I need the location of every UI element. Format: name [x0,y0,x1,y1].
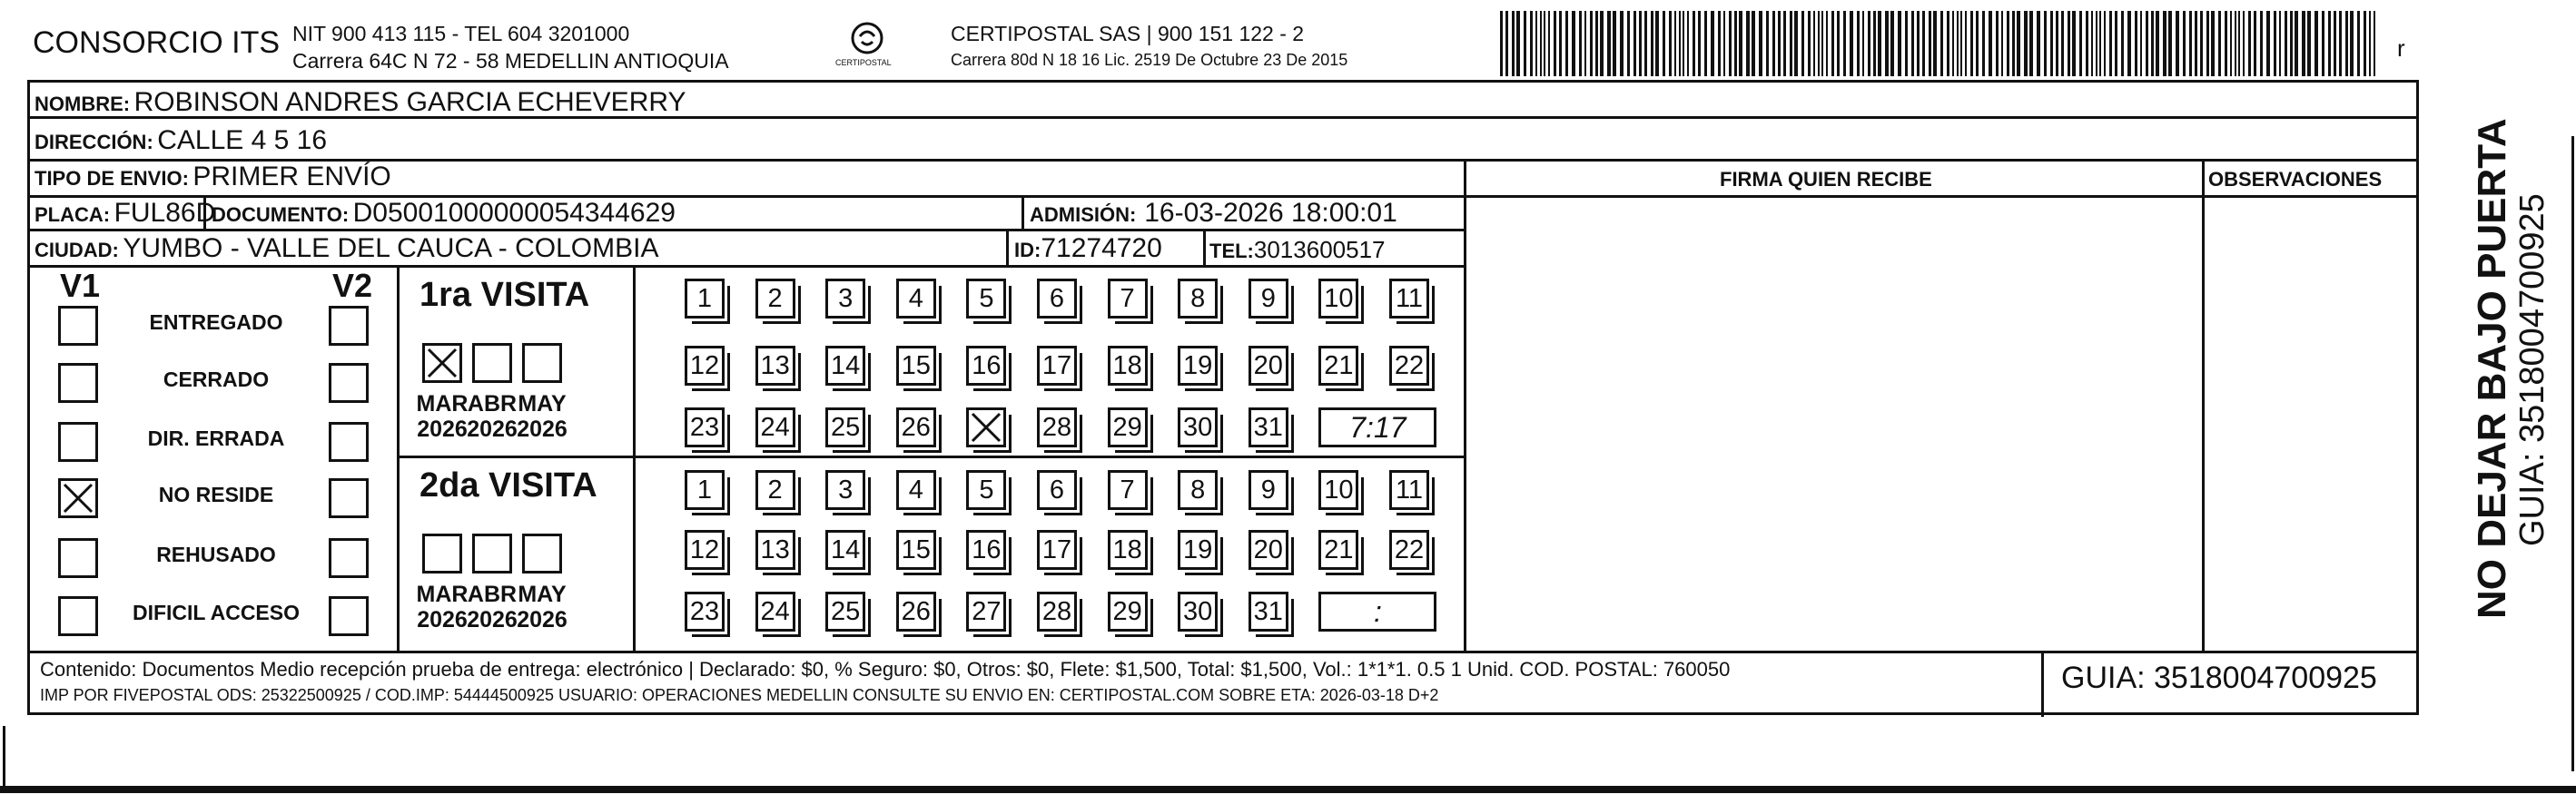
day-second-2[interactable]: 2 [755,470,795,510]
barcode-bar [2061,11,2064,76]
imp-text: IMP POR FIVEPOSTAL ODS: 25322500925 / COD.IMP: 54444500925 USUARIO: OPERACIONES MEDELLIN CONSULTE SU ENVIO EN: CERTIPOSTAL.COM SOBRE ETA: 2026-03-18 D+2 [40,686,1439,704]
barcode-bar [2115,11,2117,76]
month-checkbox-first-2[interactable] [522,343,562,383]
barcode-bar [1723,11,1725,76]
barcode-bar [1729,11,1732,76]
barcode-bar [1996,11,1999,76]
barcode-bar [2104,11,2106,76]
certipostal-logo-text: CERTIPOSTAL [835,58,892,67]
barcode-bar [2334,11,2336,76]
barcode-bar [2206,11,2209,76]
barcode-bar [2200,11,2203,76]
company-nit: NIT 900 413 115 - TEL 604 3201000 [292,22,630,45]
barcode-bar [2195,11,2197,76]
barcode-bar [2290,11,2293,76]
barcode-bar [2243,11,2245,76]
day-first-25[interactable]: 25 [825,407,865,447]
barcode-bar [2151,11,2154,76]
v2-label: V2 [332,267,373,304]
barcode-bar [2056,11,2058,76]
month-label-first-2: MAY [518,391,567,417]
barcode-bar [1952,11,1954,76]
barcode-bar [2017,11,2020,76]
barcode-bar [1669,11,1672,76]
documento-row: DOCUMENTO: D05001000000054344629 [212,198,676,228]
barcode-bar [2248,11,2251,76]
v1-checkbox-0[interactable] [58,306,98,346]
barcode-bar [1663,11,1665,76]
day-second-13[interactable]: 13 [755,530,795,570]
tel-row: TEL:3013600517 [1209,236,1386,263]
v1-checkbox-5[interactable] [58,596,98,636]
tel-value: 3013600517 [1253,236,1386,263]
company-name: CONSORCIO ITS [33,25,281,60]
barcode-bar [1752,11,1755,76]
company-address: Carrera 64C N 72 - 58 MEDELLIN ANTIOQUIA [292,49,729,73]
barcode-bar [1674,11,1676,76]
barcode-bar [2183,11,2186,76]
month-label-second-2: MAY [518,582,567,607]
day-second-12[interactable]: 12 [685,530,725,570]
direccion-row: DIRECCIÓN: CALLE 4 5 16 [35,125,328,155]
v2-checkbox-2[interactable] [329,422,369,462]
day-first-22[interactable]: 22 [1389,346,1429,386]
direccion-value: CALLE 4 5 16 [157,125,328,155]
day-first-5[interactable]: 5 [966,279,1006,319]
barcode-bar [2176,11,2179,76]
barcode-bar [1627,11,1630,76]
barcode-bar [1857,11,1860,76]
year-label-second-0: 2026 [417,607,468,632]
day-first-23[interactable]: 23 [685,407,725,447]
barcode-bar [2211,11,2215,76]
certipostal-logo-icon [849,20,885,56]
day-first-18[interactable]: 18 [1108,346,1148,386]
status-label-1: CERRADO [163,368,270,391]
v2-checkbox-1[interactable] [329,363,369,403]
day-first-9[interactable]: 9 [1249,279,1288,319]
v2-checkbox-0[interactable] [329,306,369,346]
barcode-bar [1516,11,1520,76]
barcode-bar [2146,11,2148,76]
barcode-bar [1734,11,1737,76]
day-first-6[interactable]: 6 [1037,279,1077,319]
barcode-bar [1778,11,1781,76]
barcode-bar [1790,11,1792,76]
day-first-27[interactable] [966,407,1006,447]
barcode-bar [2307,11,2311,76]
footer-guia: GUIA: 3518004700925 [2061,661,2377,695]
month-checkbox-first-1[interactable] [472,343,512,383]
day-first-7[interactable]: 7 [1108,279,1148,319]
barcode-bar [1548,11,1550,76]
day-first-26[interactable]: 26 [896,407,936,447]
day-first-15[interactable]: 15 [896,346,936,386]
barcode-bar [1801,11,1804,76]
barcode-bar [2374,11,2375,76]
tipo-row: TIPO DE ENVIO: PRIMER ENVÍO [35,162,391,191]
year-label-first-1: 2026 [467,417,518,442]
v2-checkbox-5[interactable] [329,596,369,636]
barcode-bar [1868,11,1870,76]
barcode-bar [2156,11,2159,76]
page-edge-right [2571,136,2574,771]
page-edge-left [3,726,5,789]
day-first-21[interactable]: 21 [1318,346,1358,386]
day-second-21[interactable]: 21 [1318,530,1358,570]
barcode-bar [2050,11,2053,76]
day-second-3[interactable]: 3 [825,470,865,510]
day-second-14[interactable]: 14 [825,530,865,570]
barcode-bar [2238,11,2240,76]
day-first-29[interactable]: 29 [1108,407,1148,447]
barcode [1500,11,2381,76]
barcode-bar [1540,11,1542,76]
barcode-bar [1718,11,1721,76]
barcode-bar [1831,11,1834,76]
day-second-8[interactable]: 8 [1178,470,1218,510]
month-label-second-0: MAR [416,582,469,607]
contenido-text: Contenido: Documentos Medio recepción prueba de entrega: electrónico | Declarado: $0, % Seguro: $0, Otros: $0, Flete: $1,500, Total: $1,500, Vol.: 1*1*1. 0.5 1 Unid. COD. POSTAL: 760050 [40,658,1731,681]
barcode-bar [1905,11,1908,76]
barcode-bar [1620,11,1624,76]
barcode-bar [2096,11,2097,76]
day-first-11[interactable]: 11 [1389,279,1429,319]
barcode-bar [2091,11,2093,76]
ciudad-value: YUMBO - VALLE DEL CAUCA - COLOMBIA [123,233,659,263]
status-label-3: NO RESIDE [158,483,274,506]
barcode-bar [1826,11,1828,76]
id-row: ID:71274720 [1014,233,1162,263]
day-first-28[interactable]: 28 [1037,407,1077,447]
barcode-bar [1976,11,1979,76]
v1-checkbox-1[interactable] [58,363,98,403]
day-first-16[interactable]: 16 [966,346,1006,386]
month-label-second-1: ABR [467,582,518,607]
barcode-bar [1679,11,1681,76]
day-first-13[interactable]: 13 [755,346,795,386]
year-label-first-0: 2026 [417,417,468,442]
barcode-bar [1843,11,1846,76]
barcode-bar [2274,11,2276,76]
day-second-10[interactable]: 10 [1318,470,1358,510]
day-second-4[interactable]: 4 [896,470,936,510]
barcode-bar [1639,11,1642,76]
nombre-value: ROBINSON ANDRES GARCIA ECHEVERRY [133,87,686,117]
observaciones-label: OBSERVACIONES [2208,168,2383,191]
barcode-bar [2345,11,2348,76]
barcode-bar [1837,11,1840,76]
barcode-bar [1813,11,1815,76]
day-second-28[interactable]: 28 [1037,592,1077,632]
barcode-bar [1600,11,1604,76]
barcode-bar [1808,11,1811,76]
barcode-bar [1873,11,1876,76]
barcode-bar [1746,11,1750,76]
day-first-2[interactable]: 2 [755,279,795,319]
barcode-bar [1933,11,1937,76]
day-second-17[interactable]: 17 [1037,530,1077,570]
barcode-bar [2012,11,2015,76]
placa-row: PLACA: FUL86D [35,198,216,228]
barcode-bar [1821,11,1823,76]
barcode-bar [1584,11,1586,76]
v1-label: V1 [60,267,101,304]
month-checkbox-second-2[interactable] [522,534,562,574]
year-label-second-1: 2026 [467,607,518,632]
documento-value: D05001000000054344629 [352,198,676,228]
v2-checkbox-3[interactable] [329,478,369,518]
barcode-bar [1982,11,1985,76]
v2-checkbox-4[interactable] [329,538,369,578]
barcode-bar [2127,11,2131,76]
barcode-bar [1530,11,1533,76]
barcode-bar [1759,11,1762,76]
day-first-30[interactable]: 30 [1178,407,1218,447]
day-second-26[interactable]: 26 [896,592,936,632]
day-second-7[interactable]: 7 [1108,470,1148,510]
barcode-bar [2001,11,2003,76]
day-second-29[interactable]: 29 [1108,592,1148,632]
page-edge-bottom [0,786,2576,793]
barcode-bar [1929,11,1931,76]
barcode-bar [1651,11,1653,76]
barcode-bar [1783,11,1786,76]
day-second-31[interactable]: 31 [1249,592,1288,632]
barcode-bar [1565,11,1568,76]
day-first-31[interactable]: 31 [1249,407,1288,447]
barcode-bar [1957,11,1959,76]
day-second-23[interactable]: 23 [685,592,725,632]
month-label-first-0: MAR [416,391,469,417]
barcode-bar [1704,11,1707,76]
barcode-bar [2350,11,2354,76]
barcode-bar [1965,11,1967,76]
day-second-30[interactable]: 30 [1178,592,1218,632]
day-first-3[interactable]: 3 [825,279,865,319]
barcode-bar [2079,11,2082,76]
day-second-18[interactable]: 18 [1108,530,1148,570]
v1-checkbox-4[interactable] [58,538,98,578]
barcode-bar [2086,11,2088,76]
admision-value: 16-03-2026 18:00:01 [1144,198,1397,228]
barcode-bar [2230,11,2232,76]
barcode-bar [2163,11,2166,76]
certipostal-name: CERTIPOSTAL SAS | 900 151 122 - 2 [951,22,1305,45]
day-first-4[interactable]: 4 [896,279,936,319]
day-second-9[interactable]: 9 [1249,470,1288,510]
barcode-bar [1947,11,1949,76]
barcode-bar [2218,11,2221,76]
v1-checkbox-3[interactable] [58,478,98,518]
barcode-bar [1595,11,1598,76]
day-first-10[interactable]: 10 [1318,279,1358,319]
barcode-bar [1911,11,1914,76]
barcode-bar [2322,11,2324,76]
barcode-bar [1698,11,1701,76]
barcode-bar [1579,11,1582,76]
barcode-bar [2260,11,2263,76]
barcode-bar [1544,11,1545,76]
barcode-bar [1693,11,1695,76]
barcode-bar [2314,11,2318,76]
day-second-11[interactable]: 11 [1389,470,1429,510]
status-label-4: REHUSADO [156,543,276,566]
barcode-bar [1524,11,1526,76]
ciudad-row: CIUDAD: YUMBO - VALLE DEL CAUCA - COLOMBIA [35,233,659,263]
barcode-bar [2364,11,2366,76]
day-second-1[interactable]: 1 [685,470,725,510]
barcode-bar [2357,11,2360,76]
day-second-16[interactable]: 16 [966,530,1006,570]
barcode-bar [1535,11,1537,76]
status-label-5: DIFICIL ACCESO [132,601,300,624]
time-box-second[interactable]: : [1318,592,1436,632]
barcode-bar [1559,11,1562,76]
admision-row: ADMISIÓN: 16-03-2026 18:00:01 [1030,198,1397,228]
barcode-bar [2029,11,2033,76]
barcode-bar [2037,11,2040,76]
side-guia: GUIA: 3518004700925 [2513,193,2551,546]
day-first-24[interactable]: 24 [755,407,795,447]
day-second-27[interactable]: 27 [966,592,1006,632]
month-label-first-1: ABR [467,391,518,417]
barcode-bar [2302,11,2305,76]
barcode-bar [2285,11,2287,76]
first-visit-title: 1ra VISITA [419,276,590,314]
day-second-5[interactable]: 5 [966,470,1006,510]
barcode-bar [2068,11,2070,76]
barcode-bar [1772,11,1775,76]
day-second-6[interactable]: 6 [1037,470,1077,510]
year-label-second-2: 2026 [517,607,568,632]
barcode-bar [1885,11,1889,76]
barcode-bar [2254,11,2256,76]
barcode-bar [1862,11,1864,76]
barcode-bar [1766,11,1769,76]
barcode-bar [1890,11,1894,76]
barcode-bar [1818,11,1820,76]
barcode-bar [1989,11,1992,76]
barcode-bar [2235,11,2236,76]
barcode-bar [1794,11,1798,76]
certipostal-address: Carrera 80d N 18 16 Lic. 2519 De Octubre 23 De 2015 [951,51,1348,69]
time-box-first[interactable]: 7:17 [1318,407,1436,447]
second-visit-title: 2da VISITA [419,466,597,505]
barcode-bar [1687,11,1689,76]
barcode-bar [1590,11,1593,76]
month-checkbox-second-1[interactable] [472,534,512,574]
barcode-bar [1613,11,1616,76]
day-first-17[interactable]: 17 [1037,346,1077,386]
barcode-bar [1711,11,1714,76]
barcode-bar [2044,11,2047,76]
day-second-25[interactable]: 25 [825,592,865,632]
day-second-24[interactable]: 24 [755,592,795,632]
barcode-bar [1572,11,1575,76]
month-checkbox-second-0[interactable] [422,534,462,574]
day-first-8[interactable]: 8 [1178,279,1218,319]
day-second-19[interactable]: 19 [1178,530,1218,570]
barcode-bar [1850,11,1853,76]
id-value: 71274720 [1041,233,1162,263]
barcode-bar [2007,11,2009,76]
firma-label: FIRMA QUIEN RECIBE [1720,168,1932,191]
barcode-bar [2295,11,2298,76]
barcode-bar [2135,11,2137,76]
nombre-row: NOMBRE: ROBINSON ANDRES GARCIA ECHEVERRY [35,87,686,117]
barcode-bar [1512,11,1515,76]
v1-checkbox-2[interactable] [58,422,98,462]
barcode-bar [1607,11,1611,76]
barcode-bar [2099,11,2101,76]
barcode-bar [2279,11,2281,76]
barcode-bar [2168,11,2172,76]
no-dejar-bajo-puerta: NO DEJAR BAJO PUERTA [2470,118,2514,619]
day-first-14[interactable]: 14 [825,346,865,386]
day-first-1[interactable]: 1 [685,279,725,319]
barcode-bar [1500,11,1503,76]
day-first-12[interactable]: 12 [685,346,725,386]
barcode-bar [1505,11,1508,76]
status-label-0: ENTREGADO [149,310,283,334]
barcode-bar [1940,11,1943,76]
barcode-bar [2140,11,2142,76]
barcode-bar [1655,11,1659,76]
barcode-bar [2369,11,2371,76]
placa-value: FUL86D [114,198,216,228]
barcode-bar [1970,11,1973,76]
barcode-bar [1739,11,1742,76]
barcode-bar [1683,11,1684,76]
day-first-20[interactable]: 20 [1249,346,1288,386]
month-checkbox-first-0[interactable] [422,343,462,383]
barcode-bar [2109,11,2112,76]
barcode-bar [1922,11,1925,76]
barcode-bar [2225,11,2227,76]
barcode-bar [1633,11,1636,76]
barcode-bar [2189,11,2192,76]
barcode-bar [2339,11,2342,76]
tipo-value: PRIMER ENVÍO [192,162,391,191]
barcode-bar [1644,11,1647,76]
day-second-15[interactable]: 15 [896,530,936,570]
day-second-22[interactable]: 22 [1389,530,1429,570]
barcode-bar [2024,11,2028,76]
year-label-first-2: 2026 [517,417,568,442]
day-second-20[interactable]: 20 [1249,530,1288,570]
barcode-bar [2266,11,2270,76]
barcode-bar [1878,11,1881,76]
barcode-bar [2072,11,2076,76]
barcode-bar [1960,11,1962,76]
barcode-bar [1917,11,1920,76]
barcode-bar [1898,11,1901,76]
status-label-2: DIR. ERRADA [147,427,285,450]
barcode-bar [2121,11,2124,76]
day-first-19[interactable]: 19 [1178,346,1218,386]
barcode-bar [1554,11,1556,76]
